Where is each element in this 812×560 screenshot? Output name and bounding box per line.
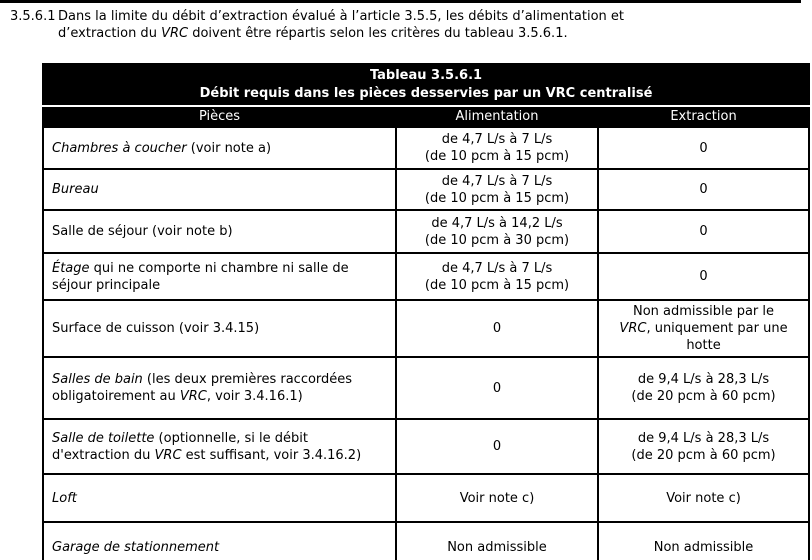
cell-piece [43, 127, 396, 169]
cell-line: de 9,4 L/s à 28,3 L/s [637, 430, 770, 446]
cell-extraction [598, 474, 809, 522]
cell-line: (de 20 pcm à 60 pcm) [631, 389, 776, 404]
cell-extraction [598, 300, 809, 357]
table-row [43, 169, 809, 210]
cell-piece [43, 169, 396, 210]
table-row [43, 300, 809, 357]
section-number: 3.5.6.1 [10, 9, 56, 24]
cell-extraction [598, 210, 809, 253]
cell-extraction [598, 357, 809, 419]
cell-line: de 4,7 L/s à 14,2 L/s [431, 215, 563, 231]
cell-line: Salle de toilette (optionnelle, si le débit d'extraction du VRC est suffisant, voir 3.4.16.2) [52, 430, 362, 463]
section-text-vrc: VRC [161, 26, 189, 41]
cell-alimentation [396, 474, 598, 522]
cell-line: Chambres à coucher (voir note a) [52, 140, 272, 156]
cell-alimentation [396, 127, 598, 169]
cell-alimentation [396, 169, 598, 210]
cell-line: Bureau [52, 182, 99, 197]
cell-piece [43, 522, 396, 560]
cell-line: (de 10 pcm à 15 pcm) [424, 149, 570, 164]
section-text-line1: Dans la limite du débit d’extraction évalué à l’article 3.5.5, les débits d’alimentation et [58, 9, 624, 24]
tableau-3-5-6-1 [42, 63, 810, 560]
table-row [43, 253, 809, 300]
table-row [43, 357, 809, 419]
cell-line: Non admissible par le [633, 304, 775, 319]
page-top-border [0, 0, 801, 3]
column-header-alimentation: Alimentation [396, 106, 598, 127]
table-row [43, 522, 809, 560]
table-title [43, 64, 809, 106]
cell-line: (de 10 pcm à 15 pcm) [424, 190, 570, 206]
cell-alimentation [396, 522, 598, 560]
cell-piece [43, 253, 396, 300]
cell-line: 0 [492, 380, 502, 396]
cell-piece [43, 210, 396, 253]
table-row [43, 127, 809, 169]
table-row [43, 474, 809, 522]
cell-line: hotte [686, 338, 721, 353]
cell-line: 0 [699, 269, 708, 284]
cell-extraction [598, 419, 809, 474]
cell-extraction [598, 253, 809, 300]
cell-alimentation [396, 253, 598, 300]
cell-line: VRC, uniquement par une [619, 321, 788, 336]
cell-line: (de 20 pcm à 60 pcm) [631, 447, 776, 463]
section-text-line2-after: doivent être répartis selon les critères du tableau 3.5.6.1. [188, 26, 568, 41]
cell-line: de 9,4 L/s à 28,3 L/s [637, 372, 770, 387]
cell-piece [43, 419, 396, 474]
cell-line: Garage de stationnement [52, 539, 220, 555]
cell-line: Salles de bain (les deux premières raccordées obligatoirement au VRC, voir 3.4.16.1) [52, 372, 353, 404]
cell-line: (de 10 pcm à 15 pcm) [424, 277, 570, 293]
cell-alimentation [396, 300, 598, 357]
cell-line: 0 [492, 321, 502, 336]
cell-line: Loft [52, 490, 77, 506]
table-title-line2: Débit requis dans les pièces desservies par un VRC centralisé [199, 86, 653, 101]
cell-line: 0 [699, 182, 708, 197]
cell-extraction [598, 522, 809, 560]
cell-line: de 4,7 L/s à 7 L/s [441, 173, 553, 189]
table-row [43, 419, 809, 474]
cell-line: 0 [492, 439, 502, 454]
cell-piece [43, 357, 396, 419]
section-text [58, 8, 800, 42]
column-header-pieces: Pièces [43, 106, 396, 127]
cell-alimentation [396, 419, 598, 474]
cell-line: de 4,7 L/s à 7 L/s [441, 260, 553, 276]
cell-line: Surface de cuisson (voir 3.4.15) [52, 321, 260, 336]
cell-line: Étage qui ne comporte ni chambre ni salle de séjour principale [52, 260, 349, 293]
column-header-extraction: Extraction [598, 106, 809, 127]
cell-extraction [598, 169, 809, 210]
cell-line: 0 [699, 140, 708, 156]
table-title-line1: Tableau 3.5.6.1 [369, 68, 483, 83]
cell-piece [43, 474, 396, 522]
table-header-row [43, 106, 809, 127]
table-body [43, 127, 809, 560]
table-row [43, 210, 809, 253]
section-paragraph [10, 8, 800, 42]
cell-line: Voir note c) [666, 490, 741, 506]
cell-alimentation [396, 357, 598, 419]
cell-line: (de 10 pcm à 30 pcm) [424, 232, 570, 248]
cell-extraction [598, 127, 809, 169]
section-text-line2-before: d’extraction du [58, 26, 162, 41]
cell-alimentation [396, 210, 598, 253]
cell-piece [43, 300, 396, 357]
table-title-row [43, 64, 809, 106]
cell-line: Salle de séjour (voir note b) [52, 224, 233, 239]
cell-line: Non admissible [653, 539, 754, 555]
cell-line: Non admissible [447, 539, 547, 555]
cell-line: de 4,7 L/s à 7 L/s [441, 132, 553, 147]
cell-line: Voir note c) [459, 490, 535, 506]
cell-line: 0 [699, 224, 708, 239]
